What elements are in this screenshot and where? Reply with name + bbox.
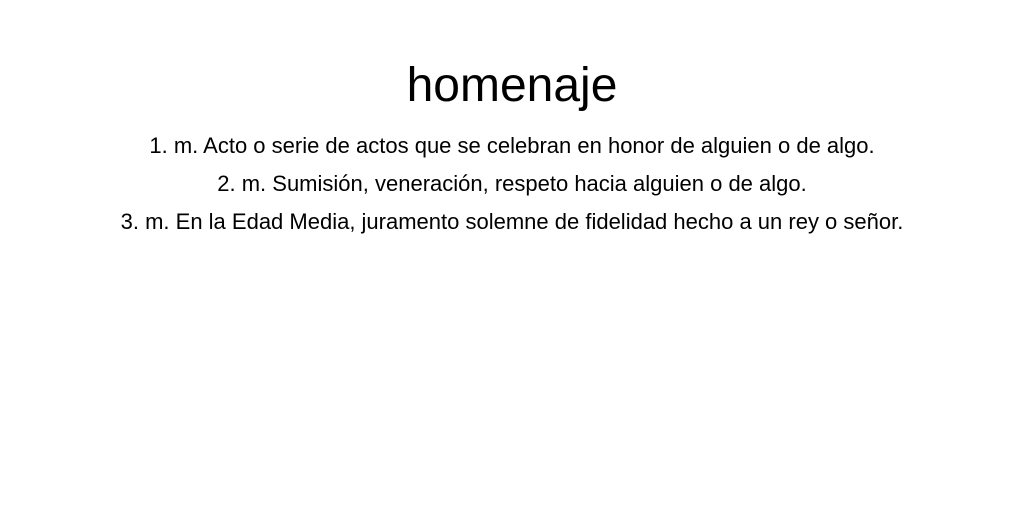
sense-3: 3. m. En la Edad Media, juramento solemne de fidelidad hecho a un rey o señor. xyxy=(120,209,904,234)
sense-1: 1. m. Acto o serie de actos que se celebran en honor de alguien o de algo. xyxy=(149,133,875,158)
dictionary-entry xyxy=(0,0,1024,241)
sense-2: 2. m. Sumisión, veneración, respeto hacia alguien o de algo. xyxy=(217,171,807,196)
sense-list xyxy=(0,110,1024,241)
headword-title: homenaje xyxy=(406,59,618,112)
